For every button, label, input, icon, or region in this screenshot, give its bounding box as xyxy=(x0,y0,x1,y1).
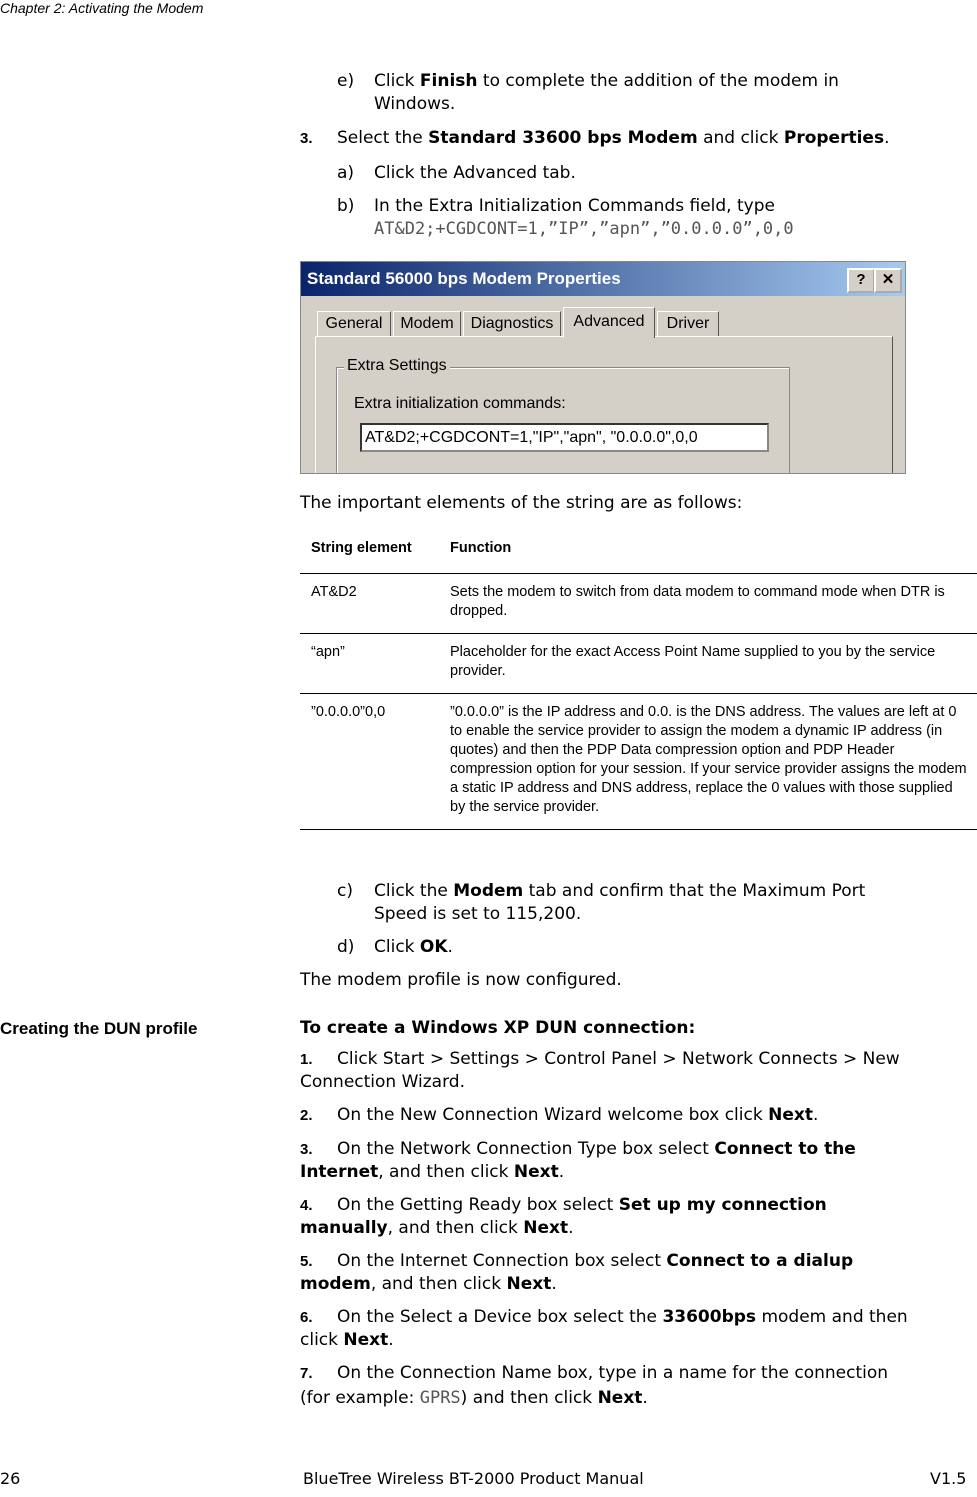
step-text: Click xyxy=(374,71,420,91)
configured-text: The modem profile is now configured. xyxy=(300,970,622,990)
bold-term: Next xyxy=(597,1388,643,1408)
modem-properties-screenshot xyxy=(300,261,906,474)
step-text: tab and confirm that the Maximum Port xyxy=(523,881,866,901)
proc-step-4 xyxy=(300,1194,970,1240)
step-text-cont: Connection Wizard. xyxy=(300,1072,465,1092)
step-number: 1. xyxy=(300,1051,313,1068)
dialog-title: Standard 56000 bps Modem Properties xyxy=(301,262,905,296)
proc-step-1 xyxy=(300,1048,970,1094)
help-button[interactable]: ? xyxy=(847,268,875,293)
step-text: . xyxy=(558,1162,565,1182)
bold-term: Connect to a dialup xyxy=(666,1251,854,1271)
tab-modem[interactable]: Modem xyxy=(393,311,461,336)
proc-step-5 xyxy=(300,1250,970,1296)
step-text: On the Getting Ready box select xyxy=(337,1195,619,1215)
intro-text: The important elements of the string are as follows: xyxy=(300,493,743,513)
cell-element: “apn” xyxy=(311,644,345,660)
step-number: 4. xyxy=(300,1197,313,1214)
step-text: . xyxy=(812,1105,819,1125)
header-function: Function xyxy=(450,540,512,556)
extra-settings-group xyxy=(336,367,790,474)
step-number: 2. xyxy=(300,1107,313,1124)
step-text: . xyxy=(568,1218,574,1238)
step-label: a) xyxy=(337,163,355,183)
step-text-cont: click xyxy=(300,1330,344,1350)
bold-term: Next xyxy=(343,1330,389,1350)
step-label: d) xyxy=(337,937,355,957)
step-number: 3. xyxy=(300,130,313,147)
procedure-heading: To create a Windows XP DUN connection: xyxy=(300,1018,696,1038)
step-text: On the Internet Connection box select xyxy=(337,1251,667,1271)
step-number: 7. xyxy=(300,1365,313,1382)
step-text: On the Network Connection Type box select xyxy=(337,1139,715,1159)
bold-term: manually xyxy=(300,1218,388,1238)
step-d xyxy=(337,936,937,959)
close-icon: ✕ xyxy=(881,271,895,288)
table-header xyxy=(300,537,977,574)
step-number: 6. xyxy=(300,1309,313,1326)
extra-init-commands-input[interactable]: AT&D2;+CGDCONT=1,"IP","apn", "0.0.0.0",0,0 xyxy=(360,423,769,452)
step-text: On the Select a Device box select the xyxy=(337,1307,663,1327)
bold-term: Internet xyxy=(300,1162,379,1182)
close-button[interactable] xyxy=(874,268,902,293)
manual-title: BlueTree Wireless BT-2000 Product Manual xyxy=(303,1469,644,1488)
step-a xyxy=(337,162,937,185)
table-row xyxy=(300,694,977,830)
version: V1.5 xyxy=(930,1469,967,1488)
step-text: Click xyxy=(374,937,420,957)
section-heading: Creating the DUN profile xyxy=(0,1019,198,1038)
cell-function: Sets the modem to switch from data modem to command mode when DTR is dropped. xyxy=(450,584,945,619)
step-text: , and then click xyxy=(378,1162,514,1182)
cell-function: ”0.0.0.0” is the IP address and 0.0. is the DNS address. The values are left at 0 to enable the service provider to assign the modem a dynamic IP address (in quotes) and then the PDP Data compression option and PDP Header compression option for your session. If your service provider assigns the modem a static IP address and DNS address, replace the 0 values with those supplied by the service provider. xyxy=(450,704,967,815)
cell-element: ”0.0.0.0”0,0 xyxy=(311,704,386,720)
bold-term: Connect to the xyxy=(714,1139,856,1159)
step-text: On the New Connection Wizard welcome box click xyxy=(337,1105,769,1125)
string-elements-table xyxy=(300,537,977,830)
cell-function: Placeholder for the exact Access Point Name supplied to you by the service provider. xyxy=(450,644,936,679)
step-text: ) and then click xyxy=(460,1388,598,1408)
example-code: GPRS xyxy=(419,1388,461,1408)
tab-general[interactable]: General xyxy=(317,311,391,336)
bold-term: Next xyxy=(506,1274,552,1294)
step-text: Select the xyxy=(337,128,429,148)
step-label: c) xyxy=(337,881,353,901)
step-text: . xyxy=(447,937,453,957)
cell-element: AT&D2 xyxy=(311,584,357,600)
tab-panel xyxy=(315,336,893,474)
header-string-element: String element xyxy=(311,540,412,556)
step-c xyxy=(337,880,937,926)
tab-advanced[interactable]: Advanced xyxy=(563,307,655,338)
command-code: AT&D2;+CGDCONT=1,”IP”,”apn”,”0.0.0.0”,0,0 xyxy=(374,219,794,239)
table-row xyxy=(300,574,977,634)
tab-diagnostics[interactable]: Diagnostics xyxy=(463,311,561,336)
field-label: Extra initialization commands: xyxy=(354,395,566,412)
step-text: . xyxy=(388,1330,394,1350)
step-text: . xyxy=(642,1388,648,1408)
proc-step-7 xyxy=(300,1362,970,1412)
bold-term: modem xyxy=(300,1274,371,1294)
page-number: 26 xyxy=(0,1469,21,1488)
step-text: . xyxy=(884,128,890,148)
bold-term: Properties xyxy=(783,128,885,148)
bold-term: Modem xyxy=(453,881,524,901)
step-text: On the Connection Name box, type in a name for the connection xyxy=(337,1363,889,1383)
step-text: modem and then xyxy=(756,1307,908,1327)
step-text: Click Start > Settings > Control Panel > Network Connects > New xyxy=(337,1049,900,1069)
step-text: and click xyxy=(697,128,784,148)
step-label: e) xyxy=(337,71,355,91)
step-e xyxy=(337,70,937,116)
step-text: . xyxy=(551,1274,557,1294)
step-text-cont: (for example: xyxy=(300,1388,420,1408)
step-number: 3. xyxy=(300,1141,313,1158)
bold-term: Next xyxy=(513,1162,559,1182)
step-text: In the Extra Initialization Commands field, type xyxy=(374,196,775,216)
step-text: Click the Advanced tab. xyxy=(374,163,576,183)
step-text-cont: Windows. xyxy=(374,94,456,114)
group-title: Extra Settings xyxy=(344,357,450,375)
step-3 xyxy=(300,127,970,150)
table-row xyxy=(300,634,977,694)
step-text: , and then click xyxy=(387,1218,524,1238)
tab-driver[interactable]: Driver xyxy=(657,311,719,336)
proc-step-2 xyxy=(300,1104,970,1127)
bold-term: Standard 33600 bps Modem xyxy=(428,128,698,148)
step-label: b) xyxy=(337,196,355,216)
step-number: 5. xyxy=(300,1253,313,1270)
bold-term: 33600bps xyxy=(662,1307,757,1327)
step-b xyxy=(337,195,937,241)
chapter-header: Chapter 2: Activating the Modem xyxy=(0,0,204,16)
bold-term: Next xyxy=(768,1105,813,1125)
bold-term: OK xyxy=(419,937,448,957)
bold-term: Set up my connection xyxy=(618,1195,827,1215)
step-text: , and then click xyxy=(370,1274,507,1294)
step-text-cont: Speed is set to 115,200. xyxy=(374,904,582,924)
step-text: Click the xyxy=(374,881,454,901)
step-text: to complete the addition of the modem in xyxy=(477,71,839,91)
bold-term: Next xyxy=(523,1218,569,1238)
proc-step-3 xyxy=(300,1138,970,1184)
bold-term: Finish xyxy=(419,71,478,91)
proc-step-6 xyxy=(300,1306,970,1352)
